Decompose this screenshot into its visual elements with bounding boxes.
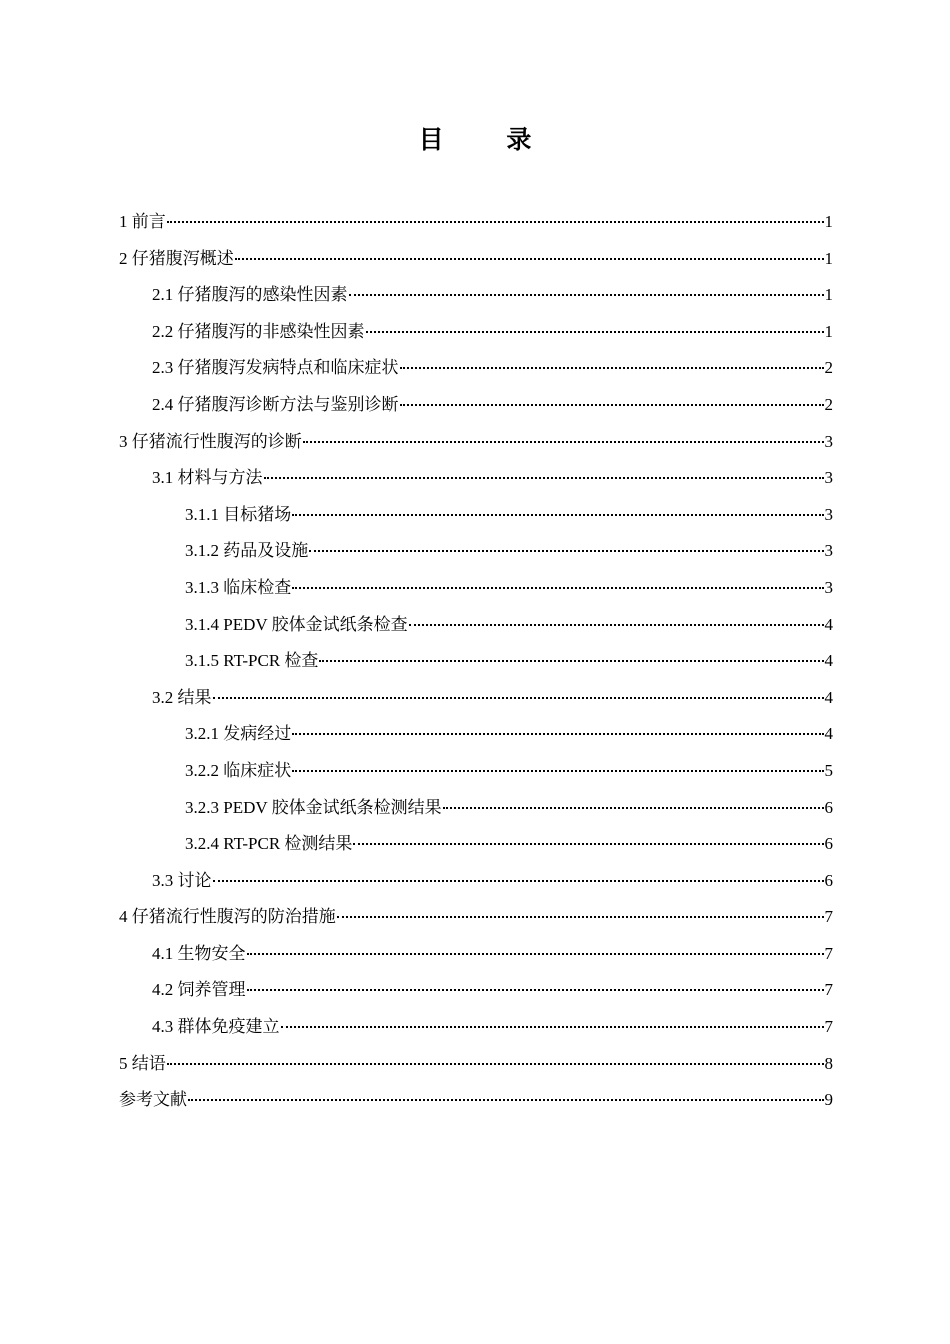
toc-entry[interactable] bbox=[119, 350, 833, 387]
toc-entry-label: 4 仔猪流行性腹泻的防治措施 bbox=[119, 907, 336, 927]
toc-entry-label: 3.2.1 发病经过 bbox=[185, 724, 292, 744]
toc-entry-page-number: 7 bbox=[824, 907, 833, 927]
toc-entry-label: 3.2.2 临床症状 bbox=[185, 760, 292, 780]
dot-leader bbox=[292, 760, 823, 772]
toc-entry[interactable] bbox=[119, 680, 833, 717]
dot-leader bbox=[337, 906, 824, 918]
toc-entry-label: 3.2 结果 bbox=[152, 687, 212, 707]
toc-entry[interactable] bbox=[119, 533, 833, 570]
toc-entry[interactable] bbox=[119, 826, 833, 863]
toc-entry[interactable] bbox=[119, 643, 833, 680]
toc-entry-label: 3.1.1 目标猪场 bbox=[185, 504, 292, 524]
toc-entry[interactable] bbox=[119, 387, 833, 424]
toc-entry[interactable] bbox=[119, 570, 833, 607]
toc-entry-label: 2.4 仔猪腹泻诊断方法与鉴别诊断 bbox=[152, 394, 399, 414]
toc-entry-page-number: 1 bbox=[824, 321, 833, 341]
toc-entry-page-number: 7 bbox=[824, 1017, 833, 1037]
dot-leader bbox=[303, 431, 824, 443]
toc-entry-label: 2.1 仔猪腹泻的感染性因素 bbox=[152, 285, 348, 305]
dot-leader bbox=[167, 1053, 824, 1065]
toc-entry[interactable] bbox=[119, 204, 833, 241]
dot-leader bbox=[319, 650, 823, 662]
toc-entry-page-number: 4 bbox=[824, 687, 833, 707]
toc-entry-page-number: 3 bbox=[824, 577, 833, 597]
toc-entry-page-number: 4 bbox=[824, 724, 833, 744]
dot-leader bbox=[281, 1016, 824, 1028]
toc-entry[interactable] bbox=[119, 790, 833, 827]
toc-entry-page-number: 1 bbox=[824, 212, 833, 231]
toc-entry-label: 4.1 生物安全 bbox=[152, 943, 246, 963]
dot-leader bbox=[443, 797, 824, 809]
toc-entry[interactable] bbox=[119, 899, 833, 936]
toc-entry-page-number: 7 bbox=[824, 943, 833, 963]
toc-entry[interactable] bbox=[119, 607, 833, 644]
toc-entry-page-number: 3 bbox=[824, 468, 833, 488]
toc-entry-label: 2.2 仔猪腹泻的非感染性因素 bbox=[152, 321, 365, 341]
dot-leader bbox=[292, 723, 823, 735]
dot-leader bbox=[264, 467, 824, 479]
dot-leader bbox=[292, 504, 823, 516]
dot-leader bbox=[309, 540, 823, 552]
toc-entry[interactable] bbox=[119, 241, 833, 278]
toc-entry[interactable] bbox=[119, 460, 833, 497]
toc-entry-page-number: 3 bbox=[824, 504, 833, 524]
toc-entry[interactable] bbox=[119, 753, 833, 790]
toc-entry[interactable] bbox=[119, 277, 833, 314]
dot-leader bbox=[235, 248, 824, 260]
toc-entry-page-number: 8 bbox=[824, 1053, 833, 1073]
toc-entry[interactable] bbox=[119, 936, 833, 973]
toc-entry-page-number: 9 bbox=[824, 1090, 833, 1110]
dot-leader bbox=[353, 833, 823, 845]
toc-entry-page-number: 6 bbox=[824, 870, 833, 890]
dot-leader bbox=[400, 394, 824, 406]
dot-leader bbox=[292, 577, 823, 589]
dot-leader bbox=[400, 357, 824, 369]
toc-entry[interactable] bbox=[119, 497, 833, 534]
dot-leader bbox=[167, 211, 824, 223]
toc-entry-page-number: 4 bbox=[824, 651, 833, 671]
toc-entry-label: 5 结语 bbox=[119, 1053, 166, 1073]
toc-entry[interactable] bbox=[119, 1009, 833, 1046]
dot-leader bbox=[247, 943, 824, 955]
toc-entry-label: 3.2.3 PEDV 胶体金试纸条检测结果 bbox=[185, 797, 442, 817]
toc-entry-label: 3.1.2 药品及设施 bbox=[185, 541, 309, 561]
toc-entry[interactable] bbox=[119, 1082, 833, 1119]
toc-entry-label: 3.1.3 临床检查 bbox=[185, 577, 292, 597]
toc-entry-page-number: 3 bbox=[824, 431, 833, 451]
toc-entry[interactable] bbox=[119, 716, 833, 753]
toc-entry[interactable] bbox=[119, 424, 833, 461]
dot-leader bbox=[213, 870, 824, 882]
toc-entry-label: 3.1.4 PEDV 胶体金试纸条检查 bbox=[185, 614, 408, 634]
toc-entry-label: 2.3 仔猪腹泻发病特点和临床症状 bbox=[152, 358, 399, 378]
toc-entry-page-number: 1 bbox=[824, 248, 833, 268]
dot-leader bbox=[247, 979, 824, 991]
toc-entry[interactable] bbox=[119, 314, 833, 351]
toc-entry-label: 2 仔猪腹泻概述 bbox=[119, 248, 234, 268]
toc-entry-page-number: 3 bbox=[824, 541, 833, 561]
dot-leader bbox=[409, 614, 824, 626]
toc-entry-page-number: 6 bbox=[824, 834, 833, 854]
toc-entry-page-number: 6 bbox=[824, 797, 833, 817]
toc-entry-label: 3.1 材料与方法 bbox=[152, 468, 263, 488]
dot-leader bbox=[349, 284, 824, 296]
toc-entry-page-number: 5 bbox=[824, 760, 833, 780]
toc-entry-label: 3 仔猪流行性腹泻的诊断 bbox=[119, 431, 302, 451]
dot-leader bbox=[188, 1089, 824, 1101]
toc-entry[interactable] bbox=[119, 1046, 833, 1083]
toc-entry-label: 3.2.4 RT-PCR 检测结果 bbox=[185, 834, 353, 854]
table-of-contents bbox=[119, 204, 833, 1119]
toc-entry-page-number: 7 bbox=[824, 980, 833, 1000]
page-title: 目 录 bbox=[418, 125, 559, 154]
toc-entry-label: 4.3 群体免疫建立 bbox=[152, 1017, 280, 1037]
toc-entry-label: 4.2 饲养管理 bbox=[152, 980, 246, 1000]
toc-entry-page-number: 4 bbox=[824, 614, 833, 634]
dot-leader bbox=[366, 321, 824, 333]
toc-entry-page-number: 2 bbox=[824, 358, 833, 378]
toc-entry-page-number: 2 bbox=[824, 394, 833, 414]
toc-entry-label: 3.3 讨论 bbox=[152, 870, 212, 890]
toc-entry-label: 1 前言 bbox=[119, 212, 166, 231]
toc-entry-label: 参考文献 bbox=[119, 1090, 187, 1110]
toc-entry-label: 3.1.5 RT-PCR 检查 bbox=[185, 651, 319, 671]
toc-entry[interactable] bbox=[119, 863, 833, 900]
dot-leader bbox=[213, 687, 824, 699]
toc-entry[interactable] bbox=[119, 972, 833, 1009]
toc-entry-page-number: 1 bbox=[824, 285, 833, 305]
